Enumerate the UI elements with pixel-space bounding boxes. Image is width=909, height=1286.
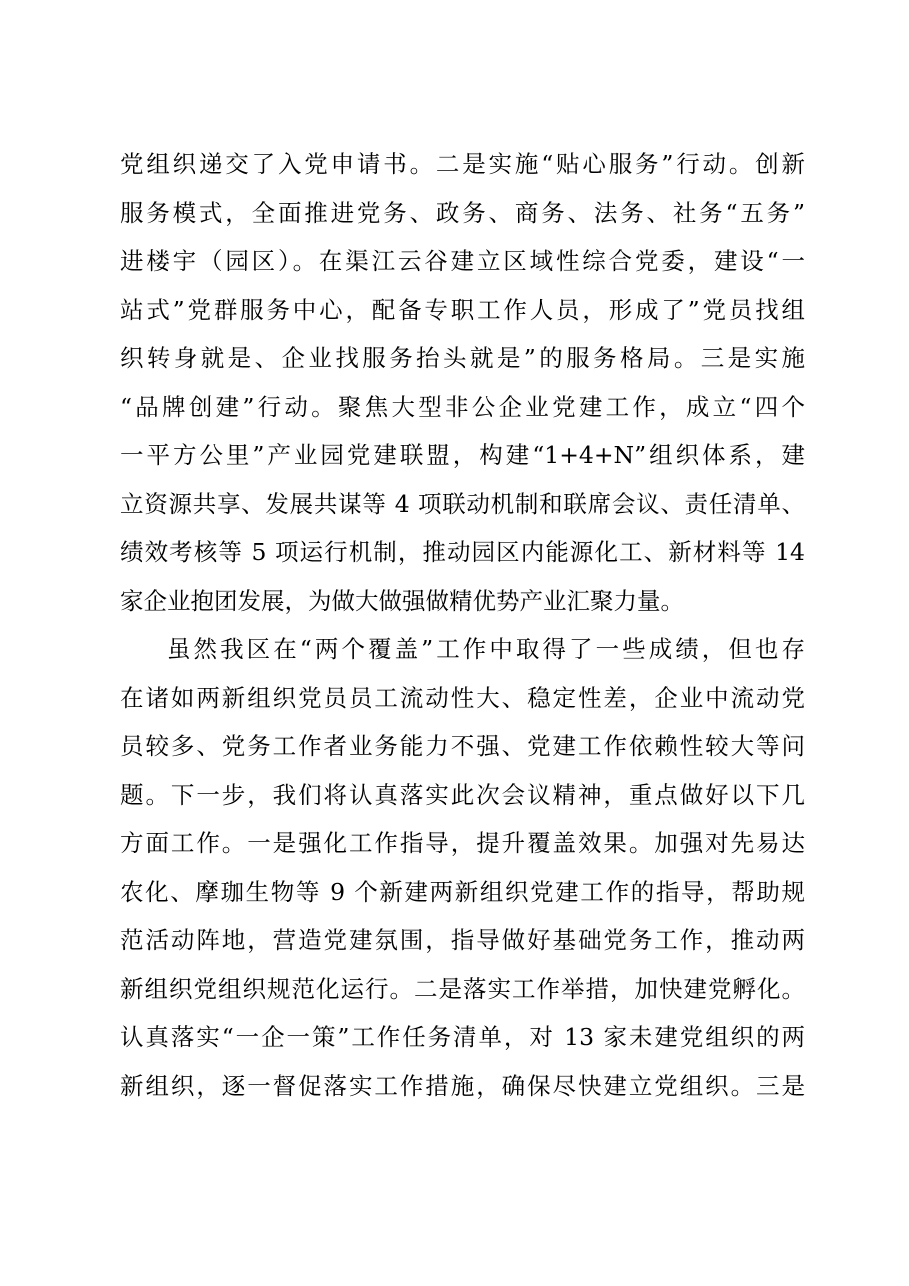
text-line: 虽然我区在“两个覆盖”工作中取得了一些成绩，但也存: [167, 635, 805, 663]
paragraph-2: [120, 625, 805, 1110]
text-line: 题。下一步，我们将认真落实此次会议精神，重点做好以下几: [120, 780, 805, 809]
text-line: 在诸如两新组织党员员工流动性大、稳定性差，企业中流动党: [120, 683, 805, 712]
text-line: 新组织，逐一督促落实工作措施，确保尽快建立党组织。三是: [120, 1071, 805, 1100]
text-line: 绩效考核等 5 项运行机制，推动园区内能源化工、新材料等 14: [120, 538, 805, 566]
text-line: 方面工作。一是强化工作指导，提升覆盖效果。加强对先易达: [120, 829, 805, 857]
text-line: 服务模式，全面推进党务、政务、商务、法务、社务“五务”: [120, 198, 805, 227]
text-line: 织转身就是、企业找服务抬头就是”的服务格局。三是实施: [120, 344, 805, 372]
text-line: 立资源共享、发展共谋等 4 项联动机制和联席会议、责任清单、: [120, 489, 805, 518]
text-line: 认真落实“一企一策”工作任务清单，对 13 家未建党组织的两: [120, 1023, 805, 1051]
text-line: “品牌创建”行动。聚焦大型非公企业党建工作，成立“四个: [120, 392, 805, 421]
text-line: 站式”党群服务中心，配备专职工作人员，形成了”党员找组: [120, 295, 805, 324]
text-line: 进楼宇（园区）。在渠江云谷建立区域性综合党委，建设“一: [120, 247, 805, 275]
text-line: 范活动阵地，营造党建氛围，指导做好基础党务工作，推动两: [120, 926, 805, 954]
paragraph-1: [120, 140, 805, 625]
text-line: 新组织党组织规范化运行。二是落实工作举措，加快建党孵化。: [120, 974, 805, 1003]
text-line: 农化、摩珈生物等 9 个新建两新组织党建工作的指导，帮助规: [120, 877, 805, 906]
text-line: 员较多、党务工作者业务能力不强、党建工作依赖性较大等问: [120, 732, 805, 760]
text-line: 党组织递交了入党申请书。二是实施“贴心服务”行动。创新: [120, 150, 805, 178]
text-line: 一平方公里”产业园党建联盟，构建“1+4+N”组织体系，建: [120, 441, 805, 469]
body-text: [120, 140, 805, 1110]
text-line: 家企业抱团发展，为做大做强做精优势产业汇聚力量。: [120, 586, 684, 615]
